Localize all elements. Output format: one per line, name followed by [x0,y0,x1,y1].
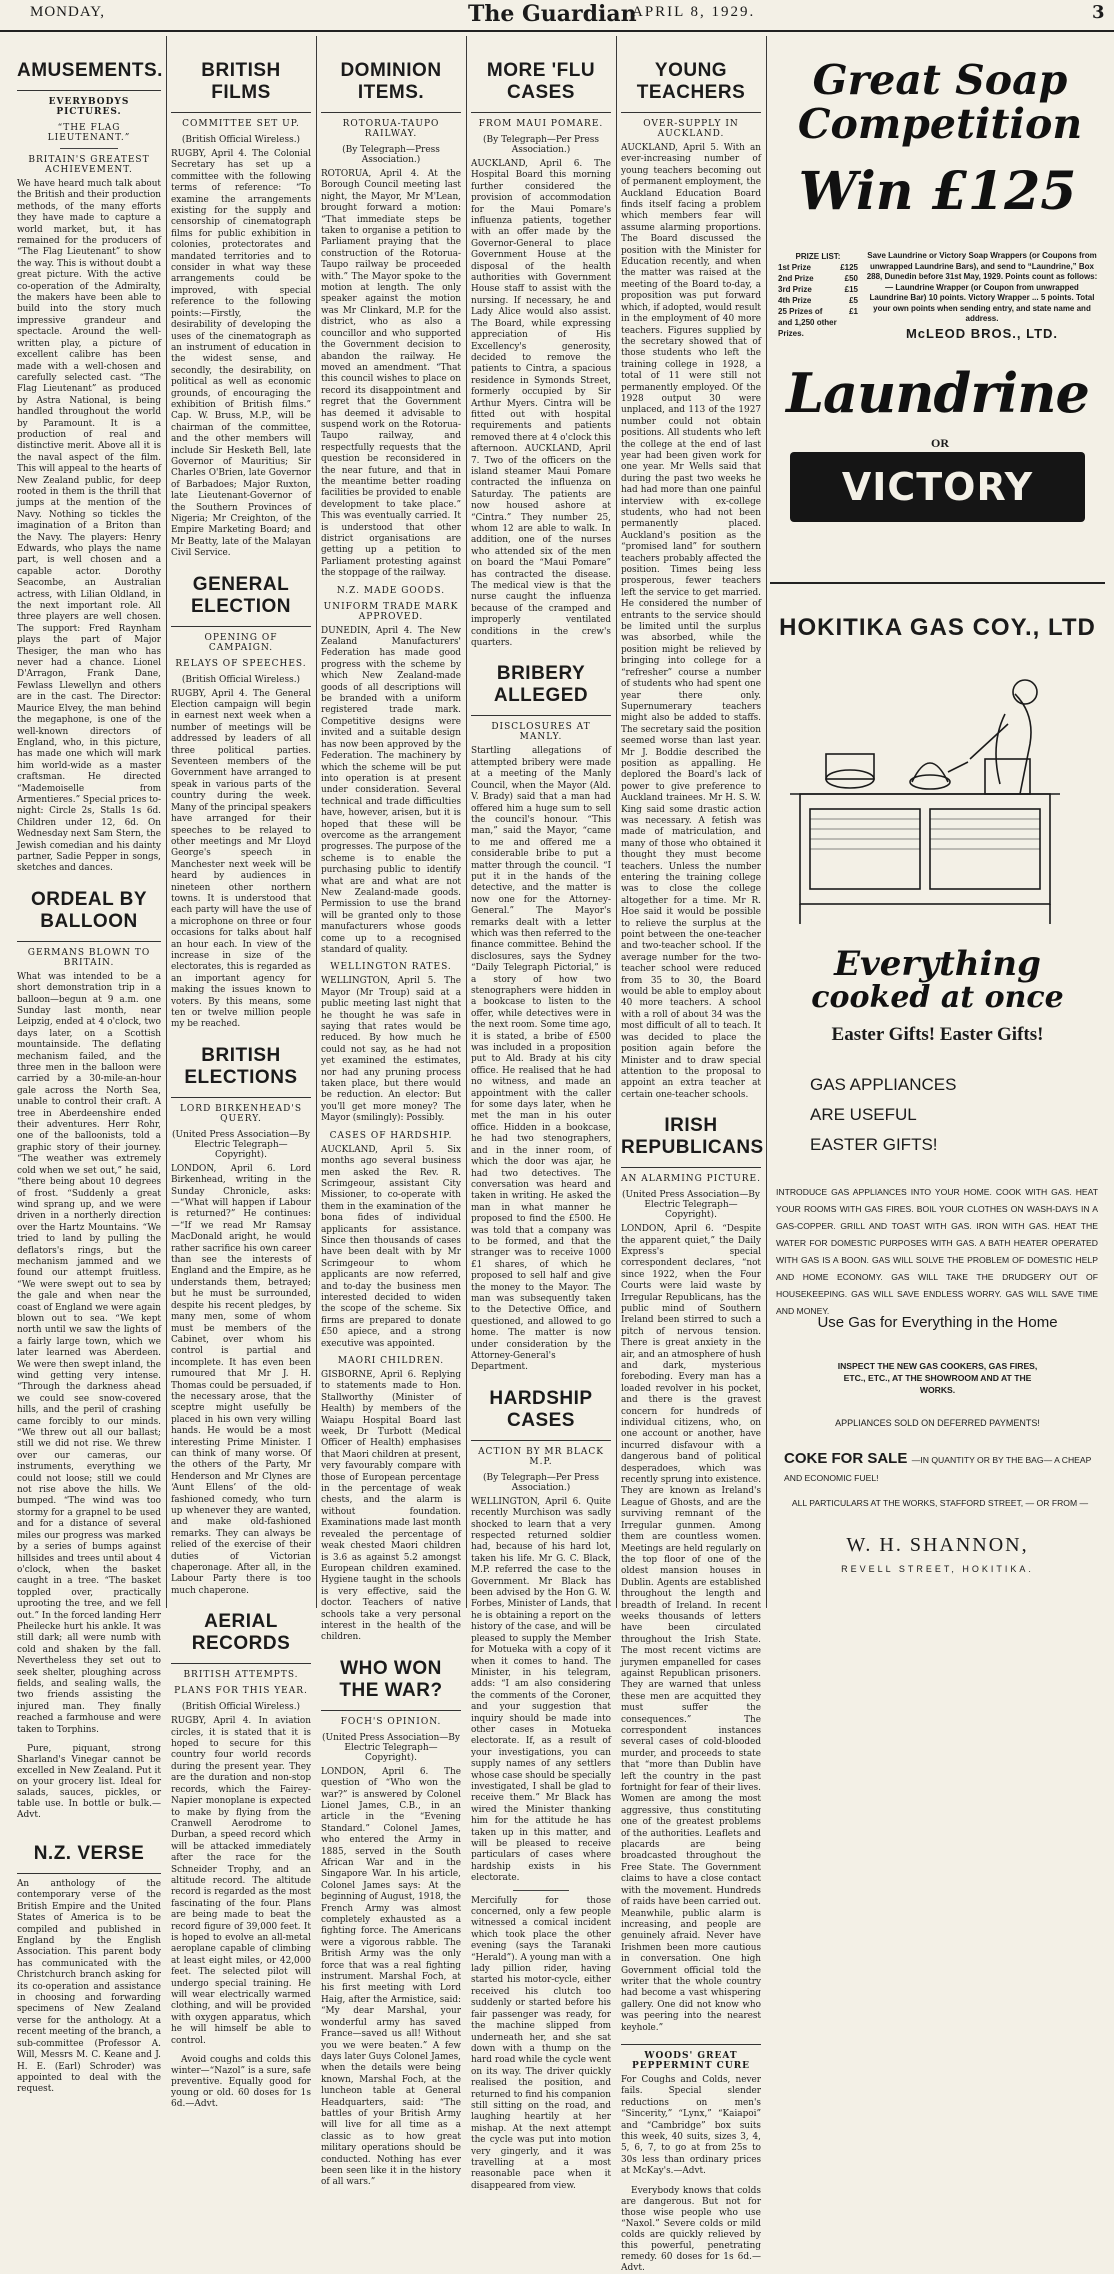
article-aerial-records: RUGBY, April 4. In aviation circles, it is stated that it is hoped to secure for this country four world records during the present year. They are the duration and non-stop records, which the Fairey-Napier monoplane is expected to make by flying from the Cranwell Aerodrome to Durban, a speed record which will be attacked immediately after the race for the Schneider Trophy, and an altitude record. The altitude record is regarded as the most fascinating of the four. Plans are being made to beat the record figure of 39,000 feet. It is hoped to evolve an all-metal aeroplane capable of climbing at least eight miles, or 42,000 feet. The selected pilot will undergo special training. He will wear electrically warmed clothing, and will be provided with oxygen apparatus, which he will himself be able to control. [171,1716,311,2046]
soap-win-amount: Win £125 [798,161,1077,222]
prize-amount: £50 [844,274,858,283]
heading-irish-republicans: IRISH REPUBLICANS [621,1101,761,1168]
soap-instructions: Save Laundrine or Victory Soap Wrappers (or Coupons from unwrapped Laundrine Bars), and send to “Laundrine,” Box 288, Dunedin before 31st May, 1929. Points count as follows:— Laundrine Wrapper (or Coupon from unwrapped Laundrine Bar) 10 points. Victory Wrapper ... 5 points. Total your own points when sending entry, and state name and address. [866,251,1098,323]
divider [60,148,118,149]
source-foch: (United Press Association—By Electric Telegraph—Copyright). [322,1732,460,1763]
subheading-foch: FOCH'S OPINION. [340,1716,442,1727]
article-hardship-cases: WELLINGTON, April 6. Quite recently Murchison was sadly shocked to learn that a very respected returned soldier had, because of his hard lot, taken his life. Mr G. C. Black, M.P. referred the case to the Government. Mr Black has been advised by the Hon G. W. Forbes, Minister of Lands, that he is obtaining a report on the history of the case, and will be pleased to supply the Member for Motueka with a copy of it when it comes to hand. The Minister, in his telegram, adds: “I am also considering the comments of the Coroner, and your suggestion that inquiry should be made into other cases in Motueka electorate. If, as a result of your investigations, you can supply names of any settlers whose case should be specially investigated, I shall be glad to receive them.” Mr Black has wired the Minister thanking him for the attitude he has taken up in this matter, and will be pleased to receive particulars of cases where hardship exists in his electorate. [471,1496,611,1884]
soap-company: McLEOD BROS., LTD. [905,326,1059,341]
prize-list [778,251,858,339]
prize-rows [778,262,858,339]
subheading-flag: “THE FLAG LIEUTENANT.” [47,123,131,143]
heading-nz-verse: N.Z. VERSE [17,1829,161,1874]
article-irish-republicans: LONDON, April 6. “Despite the apparent quiet,” the Daily Express's special correspondent declares, “not since 1922, when the Four Courts were laid waste by Irregular Republicans, has the public mind of Southern Ireland been stirred to such a pitch of nervous tension. There is great anxiety in the air, and an atmosphere of hush and dark, mysterious foreboding. Every man has a loaded revolver in his pocket, and there is the gravest concern for hundreds of individual citizens, who, on one account or another, have incurred disfavour with a dangerous band of political desperadoes, which was recently sprung into existence. They are known as Ireland's League of Ghosts, and are the surviving remnant of the Irregular gunmen. Among them are countless women. Meetings are held regularly on the top floor of one of the oldest mansion houses in Dublin. Agents are established throughout the length and breadth of Ireland. In recent weeks thousands of letters have been circulated throughout the Irish State. The most recent victims are jurymen empanelled for cases against Republican prisoners. They are warned that unless these men are acquitted they must suffer the consequences.” The correspondent instances several cases of cold-blooded murder, and proceeds to state that “more than Dublin have left the country in the past fortnight for fear of their lives. Women are among the most aggressive, thus constituting one of the greatest problems of the authorities. Leaflets and placards are being broadcasted throughout the Free State. The Government claims to have a close contact with the movement. Hundreds of raids have been carried out. Meanwhile, public alarm is increasing, and people are genuinely afraid. Never have Irishmen been more cautious in conversation. One high Government official told the writer that the whole country had become a vast whispering gallery. One did not know who was peering into the nearest keyhole.” [621,1224,761,2033]
prize-row [778,284,858,295]
prize-place: 25 Prizes of [778,307,823,316]
heading-young-teachers: YOUNG TEACHERS [621,36,761,113]
prize-place: 1st Prize [778,263,811,272]
subheading-nz-made-2: UNIFORM TRADE MARK APPROVED. [323,601,459,622]
shannon-address: REVELL STREET, HOKITIKA. [841,1564,1034,1574]
gas-appliances-headline [810,1070,1090,1160]
gas-line-3: EASTER GIFTS! [810,1135,938,1154]
source-birkenhead: (United Press Association—By Electric Telegraph—Copyright). [172,1129,310,1160]
ad-peppermint-title: WOODS' GREAT PEPPERMINT CURE [621,2044,761,2071]
article-rates: WELLINGTON, April 5. The Mayor (Mr Troup) said at a public meeting last night that he thought he was safe in saying that rates would be reduced. By how much he could not say, as he had not yet examined the estimates, nor had any pruning process taken place, but there would be reduction. An elector: But you'll get more money? The Mayor (smilingly): Possibly. [321,976,461,1124]
source-rotorua: (By Telegraph—Press Association.) [342,145,440,165]
prize-place: Prizes. [778,329,804,338]
column-rule [466,36,467,1608]
ad-mckays: For Coughs and Colds, never fails. Special slender reductions on men's “Sincerity,” “Lynx,” “Kaiapoi” and “Cambridge” box suits this week, 40 suits, sizes 3, 4, 5, 6, 7, to go at from 25s to 30s less than ordinary prices at McKay's.—Advt. [621,2074,761,2177]
coke-label: COKE FOR SALE [784,1450,908,1467]
particulars: ALL PARTICULARS AT THE WORKS, STAFFORD STREET, — OR FROM — [791,1498,1089,1508]
article-young-teachers: AUCKLAND, April 5. With an ever-increasing number of young teachers becoming out of permanent employment, the Auckland Education Board finds itself facing a problem which members fear will assume alarming proportions. The Board discussed the position with the Minister for Education recently, and when the matter was raised at the meeting of the Board to-day, a proposition was put forward which, if adopted, would result in the employment of 40 more teachers. Figures supplied by the secretary showed that of those students who left the training college in 1928, a total of 11 were still not permanently employed. Of the 1928 output 30 were unplaced, and 113 of the 1927 number could not obtain positions. All students who left the college at the end of last year had been given work for one year. Mr Wells said that during the past two weeks he had had more than one painful interview with ex-college students, who had not been permanently placed. Auckland's position as the “promised land” for southern teachers probably affected the position. Times being less prosperous, fewer teachers left the service to get married. He considered the number of entrants to the service should be limited until the surplus was absorbed, while the position might be relieved by bringing into college for a “refresher” course a number of students who had spent one year there only. Supernumerary teachers might also be added to staffs. The secretary said the position seemed worse than last year. Mr J. Boddie described the position as appalling. He deplored the Board's lack of power to give preference to Auckland trainees. Mr H. S. W. King said some drastic action was necessary. A fetish was made of matriculation, and many of those who obtained it thought they must become teachers. Unless the number entering the training college was to close the college altogether for a time. Mr R. Hoe said it would be possible to relieve the surplus at the point between the one-teacher and two-teacher school. If the average number for the two-teacher school were reduced from 35 to 30, the Board would be able to employ about 40 more teachers. A school with a roll of about 34 was the most difficult of all to teach. It was decided to place the position again before the Minister and to draw special attention to the proposal to appoint an extra teacher at certain one-teacher schools. [621,143,761,1100]
masthead-date: APRIL 8, 1929. [632,4,756,20]
cook-head [1013,680,1037,704]
heading-hardship-cases: HARDSHIP CASES [471,1374,611,1441]
masthead [0,0,1114,32]
heading-aerial-records: AERIAL RECORDS [171,1597,311,1664]
subheading-teachers: OVER-SUPPLY IN AUCKLAND. [643,119,739,139]
prize-place: and 1,250 other [778,318,837,327]
article-british-films: RUGBY, April 4. The Colonial Secretary has set up a committee with the following terms of reference: “To examine the arrangements existing for the supply and censorship of cinematograph films for public exhibition in colonies, protectorates and mandated territories and to consider in what way these arrangements could be improved, with special reference to the following points:—Firstly, the desirability of developing the uses of the cinematograph as an instrument of education in the widest sense, and secondly, the desirability, on political as well as economic grounds, of encouraging the exhibition of British films.” Cap. W. Bruss, M.P., will be chairman of the committee, and the other members will include Sir Hesketh Bell, late Governor of Mauritius; Sir Charles O'Brien, late Governor of Barbadoes; Major Ruxton, late Lieutenant-Governor of the Southern Provinces of Nigeria; Mr Creighton, of the Empire Marketing Board; and Mr Beatty, late of the Malayan Civil Service. [171,149,311,559]
subheading-birkenhead: LORD BIRKENHEAD'S QUERY. [179,1103,303,1124]
prize-row [778,317,858,328]
ad-naxol-colds: Everybody knows that colds are dangerous. But not for those wise people who use “Naxol.” Severe colds or mild colds are quickly relieved by this powerful, penetrating remedy. 60 doses for 1s 6d.—Advt. [621,2185,761,2273]
column-5 [618,36,764,2273]
column-3 [318,36,464,2188]
ad-sharland: Pure, piquant, strong Sharland's Vinegar cannot be excelled in New Zealand. Put it on your grocery list. Ideal for salads, sauces, pickles, or table use. In bottle or bulk.—Advt. [17,1744,161,1820]
cook-illustration [790,674,1090,934]
soap-headline: Great Soap Competition [797,56,1083,148]
page-number: 3 [1092,2,1105,23]
subheading-balloon: GERMANS BLOWN TO BRITAIN. [27,947,151,968]
heading-british-films: BRITISH FILMS [171,36,311,113]
prize-row [778,306,858,317]
heading-ordeal-by-balloon: ORDEAL BY BALLOON [17,875,161,942]
subheading-flu: FROM MAUI POMARE. [478,119,604,129]
article-pillion: Mercifully for those concerned, only a few people witnessed a comical incident which took place the other evening (says the Taranaki “Herald”). A young man with a lady pillion rider, having started his motor-cycle, either received his clutch too suddenly or started before his fair passenger was ready, for the machine slipped from underneath her, and she sat down with a thump on the hard road while the cycle went on its way. The driver quickly realised the position, and returned to find his companion still sitting on the road, and laughing heartily at her mishap. At the next attempt the cycle was put into motion very gingerly, and it was travelling at a most reasonable pace when it disappeared from view. [471,1895,611,2191]
article-general-election: RUGBY, April 4. The General Election campaign will begin in earnest next week when a number of meetings will be addressed by leaders of all three political parties. Seventeen members of the Government have arranged to speak in various parts of the country during the week. Many of the principal speakers have arranged for their speeches to be relayed to other meetings and Mr Lloyd George's speech in Manchester next week will be heard by audiences in nineteen other northern towns. It is understood that each party will have the use of a microphone on three or four occasions for talks about half an hour each. In view of the increase in size of the electorates, this is regarded as an important agency for making the issues known to voters. By this means, some ten or twelve million people my be reached. [171,688,311,1030]
subheading-election-2: RELAYS OF SPEECHES. [175,658,307,669]
subheading-maori: MAORI CHILDREN. [337,1356,445,1366]
article-flu: AUCKLAND, April 6. The Hospital Board this morning further considered the provision of accommodation for the Maui Pomare's influenza patients, together with an offer made by the Governor-General to place Government House at the disposal of the health authorities with Government House staff to assist with the nursing. If necessary, he and Lady Alice would also assist. The Board, while expressing appreciation of His Excellency's generosity, decided to remove the patients to Cintra, a spacious residence in Symonds Street, formerly occupied by Sir Arthur Myers. Cintra will be fitted out with hospital requirements and patients removed there at 4 o'clock this afternoon. AUCKLAND, April 7. Two of the officers on the island steamer Maui Pomare contracted the influenza on Saturday. The patients are now housed ashore at “Cintra.” They number 25, whom 12 are able to walk. In addition, one of the nurses who attended six of the men on board the “Maui Pomare” has contracted the disease. The medical view is that the nurse caught the influenza because of the cramped and improperly ventilated conditions in the crew's quarters. [471,159,611,649]
prize-row [778,262,858,273]
prize-amount: £15 [844,285,858,294]
victory-soap-logo: VICTORY SOAP [790,452,1085,522]
subheading-flag-sub: BRITAIN'S GREATEST ACHIEVEMENT. [28,155,150,175]
prize-place: 3rd Prize [778,285,812,294]
gas-slogan-2: cooked at once [811,980,1064,1015]
article-nz-made: DUNEDIN, April 4. The New Zealand Manufacturers' Federation has made good progress with the scheme by which New Zealand-made goods of all descriptions will be branded with a uniform registered trade mark. Competitive designs were invited and a suitable design has now been approved by the Federation. The machinery by which the scheme will be put into operation is at present under consideration. Several technical and trade difficulties have, however, arisen, but it is hoped that these will be overcome as the arrangement progresses. The purpose of the scheme is to enable the purchasing public to identify what are and what are not New Zealand-made goods. Permission to use the brand will be granted only to those manufacturers whose goods come up to a recognised standard of quality. [321,625,461,955]
column-2 [168,36,314,2110]
heading-bribery-alleged: BRIBERY ALLEGED [471,649,611,716]
article-who-won-the-war: LONDON, April 6. The question of “Who won the war?” is answered by Colonel Lionel James, C.B., in an article in the “Evening Standard.” Colonel James, who entered the Army in 1885, served in the South African War and in the Singapore War. In his article, Colonel James says: At the beginning of August, 1918, the French Army was almost completely exhausted as a fighting force. The Americans were a vigorous rabble. The British Army was the only force that was a real fighting instrument. Marshal Foch, at his first meeting with Lord Haig, after the Armistice, said: “My dear Marshal, your wonderful army has saved France—saved us all! Without you we were beaten.” A few days later Guys Colonel James, when the details were being known, Marshal Foch, at the luncheon table at General Headquarters, said: “The battles of your British Army will live for all time as a classic as to how great military operations should be conducted. Nothing has ever been seen like it in the history of all wars.” [321,1766,461,2188]
article-hardship: AUCKLAND, April 5. Six months ago several business men asked the Rev. R. Scrimgeour, assistant City Missioner, to co-operate with them in the examination of the bona fides of individual applicants for assistance. Since then thousands of cases have been dealt with by Mr Scrimgeour to whom applicants are now referred, and to-day the business men interested decided to widen the scope of the scheme. Six firms are prepared to donate £50 apiece, and a strong executive was appointed. [321,1144,461,1349]
source-irish: (United Press Association—By Electric Telegraph—Copyright). [622,1190,760,1221]
column-4 [468,36,614,2191]
pot [826,754,874,779]
gas-company-ad [770,584,1105,1608]
use-gas-slogan: Use Gas for Everything in the Home [817,1314,1058,1331]
article-flag-lieutenant: We have heard much talk about the British and their production methods, of the many efforts they have made to capture a world market, but, it has remained for the producers of “The Flag Lieutenant” to show the way. This is without doubt a great picture. With the active co-operation of the Admiralty, the makers have been able to build into the story much impressive grandeur and spectacle. Around the well-written play, a picture of excellent calibre has been made with a well-chosen and carefully selected cast. “The Flag Lieutenant” as produced by Astra National, is being handled throughout the world by Paramount. It is a production of real and distinctive merit. Above all it is the naval aspect of the film. This will appeal to the hearts of New Zealand public, for deep rooted in them is the thrill that jumps at the mention of the Navy. Nothing so tickles the imagination of a Briton than the Navy. The players: Henry Edwards, who plays the name part, is well chosen and a capable actor. Dorothy Seacombe, an Australian actress, with Lilian Oldland, in the next important role. All three players are well chosen. The support: Fred Raynham plays the part of Major Thesiger, the man who has never had a chance. Lionel D'Arragon, Frank Dane, Fewlass Llewellyn and others are in the cast. The Director: Maurice Elvey, the man behind the megaphone, is one of the well-known directors of England, who, in this picture, has made one which will mark him world-wide as a master craftsman. He directed “Mademoiselle from Armentieres.” Special prices to-night: Circle 2s, Stalls 1s 6d. Children under 12, 6d. On Wednesday next Sam Stern, the Jewish comedian and his dainty partner, Sadie Pepper in songs, sketches and dances. [17,179,161,874]
easter-gifts: Easter Gifts! Easter Gifts! [831,1024,1044,1045]
subheading-everybodys: EVERYBODYS PICTURES. [48,97,130,117]
prize-amount: £1 [849,307,858,316]
deferred-payments: APPLIANCES SOLD ON DEFERRED PAYMENTS! [835,1418,1040,1428]
heading-dominion-items: DOMINION ITEMS. [321,36,461,113]
heading-more-flu-cases: MORE 'FLU CASES [471,36,611,113]
soap-competition-ad [770,36,1105,584]
prize-place: 4th Prize [778,296,812,305]
subheading-rates: WELLINGTON RATES. [330,962,452,973]
prize-row [778,273,858,284]
prize-amount: £125 [840,263,858,272]
subheading-aerial-2: PLANS FOR THIS YEAR. [174,1686,308,1697]
prize-row [778,328,858,339]
source-aerial: (British Official Wireless.) [181,1702,301,1713]
subheading-bribery: DISCLOSURES AT MANLY. [491,722,591,743]
subheading-hardship: CASES OF HARDSHIP. [329,1130,453,1141]
subheading-films: COMMITTEE SET UP. [182,119,300,129]
gas-line-2: ARE USEFUL [810,1105,917,1124]
prize-place: 2nd Prize [778,274,814,283]
subheading-hardship-cases: ACTION BY MR BLACK M.P. [478,1446,604,1467]
article-maori: GISBORNE, April 6. Replying to statements made to Hon. Stallworthy (Minister of Health) by members of the Waiapu Hospital Board last week, Dr Turbott (Medical Officer of Health) emphasises that Maori children at present, very favourably compare with those of European percentage in the percentage of weak chests, and the alarm is without foundation. Examinations made last month revealed the percentage of weak chested Maori children is 3.6 as against 5.2 amongst European children examined. Hygiene taught in the schools is very effective, said the doctor. Teachers of native schools take a very personal interest in the health of the children. [321,1370,461,1643]
subheading-aerial: BRITISH ATTEMPTS. [183,1670,299,1681]
laundrine-logo: Laundrine [786,361,1089,425]
soap-or: OR [931,436,949,450]
column-1 [14,36,164,2095]
gas-introduce-text: INTRODUCE GAS APPLIANCES INTO YOUR HOME. COOK WITH GAS. HEAT YOUR ROOMS WITH GAS FIRES. BOIL YOUR CLOTHES ON WASH-DAYS IN A GAS-COPPER. GRILL AND TOAST WITH GAS. IRON WITH GAS. HEAT THE WATER FOR DOMESTIC PURPOSES WITH GAS. A BATH HEATER OPERATED WITH GAS IS A BOON. GAS WILL SOLVE THE PROBLEM OF DOMESTIC HELP AND HOME ECONOMY. GAS WILL TAKE THE DRUDGERY OUT OF HOUSEKEEPING. GAS WILL SAVE ENDLESS WORRY. GAS WILL SAVE TIME AND MONEY. [776,1187,1098,1316]
column-rule [766,36,767,1608]
column-rule [616,36,617,1608]
article-bribery: Startling allegations of attempted bribery were made at a meeting of the Manly Council, when the Mayor (Ald. V. Brady) said that a man had offered him a huge sum to sell the council's honour. “This man,” said the Mayor, “came to me and offered me a considerable bribe to put a matter through the council. “I put it in the hands of the detective, and the matter is now one for the Attorney-General.” The Mayor's remarks dealt with a letter which was then referred to the finance committee. Behind the disclosures, says the Sydney “Daily Telegraph Pictorial,” is a story of how two stenographers were hidden in a bookcase to listen to the offer, while detectives were in the next room. Some time ago, it is stated, a bribe of £500 was included in a proposition put to Ald. Brady at his city office. He realised that he had no witness, and made an appointment with the caller for some days later, when he met the man in his outer office. Hidden in a bookcase, he had two stenographers, and in the inner room, of which the door was ajar, he had two detectives. The conversation was heard and taken in writing. He asked the man in what manner he proposed to find the £500. He was told that a company was to be formed, and that the stranger was to receive 1000 £1 shares, of which he proposed to sell half and give the money to the Mayor. The man was subsequently taken to the Detective Office, and questioned, and allowed to go home. The matter is now under consideration by the Attorney-General's Department. [471,746,611,1373]
gas-line-1: GAS APPLIANCES [810,1075,957,1094]
subheading-irish: AN ALARMING PICTURE. [621,1174,761,1185]
prize-amount: £5 [849,296,858,305]
source-election: (British Official Wireless.) [181,674,301,685]
inspect-cookers: INSPECT THE NEW GAS COOKERS, GAS FIRES, ETC., ETC., AT THE SHOWROOM AND AT THE WORKS. [837,1361,1038,1395]
article-balloon: What was intended to be a short demonstration trip in a balloon—begun at 9 a.m. one Sunday last month, near Leipzig, ended at 4 o'clock, two days later, on a Scottish mountainside. The deflating mechanism failed, and the three men in the balloon were carried by a 30-mile-an-hour gale across the North Sea, unable to control their craft. A tree in Aberdeenshire ended their adventures. Herr Rohr, one of the balloonists, told a graphic story of their journey. “The weather was extremely cold when we set out,” he said, “there being about 10 degrees of frost. “Suddenly a great wind sprang up, and we were driven in a northerly direction over the Hartz Mountains. “We tried to land by pulling the deflators's rings, but the mechanism jammed and we found our attempt fruitless. “We were swept out to sea by the gale and when near the coast of England we were again blown out to sea. “We kept north until we saw the lights of a fairly large town, which we later learned was Aberdeen. We were then swept inland, the wind getting very intense. “Through the darkness ahead we could see snow-covered hills, and the peril of crashing came forcibly to our minds. “We threw out all our ballast; still we did not rise. We threw over our cameras, our instruments, everything we could not loose; still we could not rise above the hills. We bumped. “The wind was too stormy for a grapnel to be used and for a distance of several miles our progress was marked by a series of bumps against hillsides and trees until about 4 o'clock, when the basket caught in a tree. “The basket toppled over, practically uprooting the tree, and we fell out.” In the forced landing Herr Pheilecke hurt his ankle. It was still dark; all were numb with cold and shaken by the fall. Nevertheless they set out to seek shelter, ploughing across fields, and sealing walls, the two friends assisting the injured man. They finally reached a farmhouse and were taken to Torphins. [17,971,161,1735]
prize-list-title: PRIZE LIST: [795,252,841,261]
subheading-rotorua: ROTORUA-TAUPO RAILWAY. [342,119,440,139]
masthead-title: The Guardian [468,1,637,27]
heading-british-elections: BRITISH ELECTIONS [171,1031,311,1098]
subheading-nz-made: N.Z. MADE GOODS. [336,585,446,596]
source-films: (British Official Wireless.) [181,135,301,145]
heading-who-won-the-war: WHO WON THE WAR? [321,1644,461,1711]
gas-company-title: HOKITIKA GAS COY., LTD [779,614,1096,641]
heading-general-election: GENERAL ELECTION [171,560,311,627]
shannon-name: W. H. SHANNON, [846,1534,1029,1556]
ad-nazol: Avoid coughs and colds this winter—“Nazol” is a sure, safe preventive. Equally good for young or old. 60 doses for 1s 6d.—Advt. [171,2055,311,2110]
kettle [910,775,950,789]
source-hardship-cases: (By Telegraph—Per Press Association.) [483,1472,599,1493]
coke-for-sale [784,1450,1104,1486]
article-british-elections: LONDON, April 6. Lord Birkenhead, writing in the Sunday Chronicle, asks:—“What will happen if Labour is returned?” He continues:—“If we read Mr Ramsay MacDonald aright, he would rather sacrifice his own career than see the interests of England and the Empire, as he understands them, betrayed; but he must be surrounded, despite his recent pledges, by many men, some of whom must be members of the Cabinet, over whom his control is partial and incomplete. It has even been rumoured that Mr J. H. Thomas could be persuaded, if the necessary arose, that the sceptre might usefully be placed in his own very willing hands. He would be a most interesting Prime Minister. I can think of many worse. Of the others of the Party, Mr Henderson and Mr Clynes are ‘Aunt Ellens’ of the old-fashioned comedy, who turn up whenever they are wanted, and make old-fashioned remarks. They can always be relied of the exercise of their duties of Victorian chaperonage. After all, in the Labour Party there is too much chaperone. [171,1163,311,1596]
source-flu: (By Telegraph—Per Press Association.) [483,135,599,155]
article-nz-verse: An anthology of the contemporary verse of the British Empire and the United States of America is to be compiled and published in England by the English Association. This parent body has communicated with the Christchurch branch asking for its co-operation and assistance in choosing and forwarding specimens of New Zealand verse for the anthology. At a recent meeting of the branch, a sub-committee (Professor A. Will, Messrs M. C. Keane and J. H. E. (Earl) Schroder) was appointed to deal with the request. [17,1879,161,2095]
subheading-election: OPENING OF CAMPAIGN. [204,632,278,653]
prize-row [778,295,858,306]
heading-amusements: AMUSEMENTS. [17,36,161,91]
advertisements [770,36,1105,1608]
column-rule [316,36,317,1608]
coke-details: —IN QUANTITY OR BY THE BAG— A CHEAP AND ECONOMIC FUEL! [784,1455,1092,1483]
column-rule [166,36,167,1608]
article-rotorua: ROTORUA, April 4. At the Borough Council meeting last night, the Mayor, Mr M'Lean, brought forward a motion: “That immediate steps be taken to organise a petition to Parliament praying that the construction of the Rotorua-Taupo railway be proceeded with.” The Mayor spoke to the motion at length. The only speaker against the motion was Mr Clinkard, M.P. for the district, who as also a councillor and who supported the Government decision to abandon the railway. He moved an amendment. “That this council wishes to place on record its disappointment and regret that the Government has deemed it advisable to suspend work on the Rotorua-Taupo railway, and respectfully requests that the question be reconsidered in the near future, and that in the meantime better roading facilities be provided to enable development to take place.” This was eventually carried. It is understood that other district organisations are getting up a petition to Parliament protesting against the stoppage of the railway. [321,169,461,579]
divider [513,1890,569,1891]
masthead-day: MONDAY, [30,4,105,20]
gas-slogan-1: Everything [834,944,1041,984]
